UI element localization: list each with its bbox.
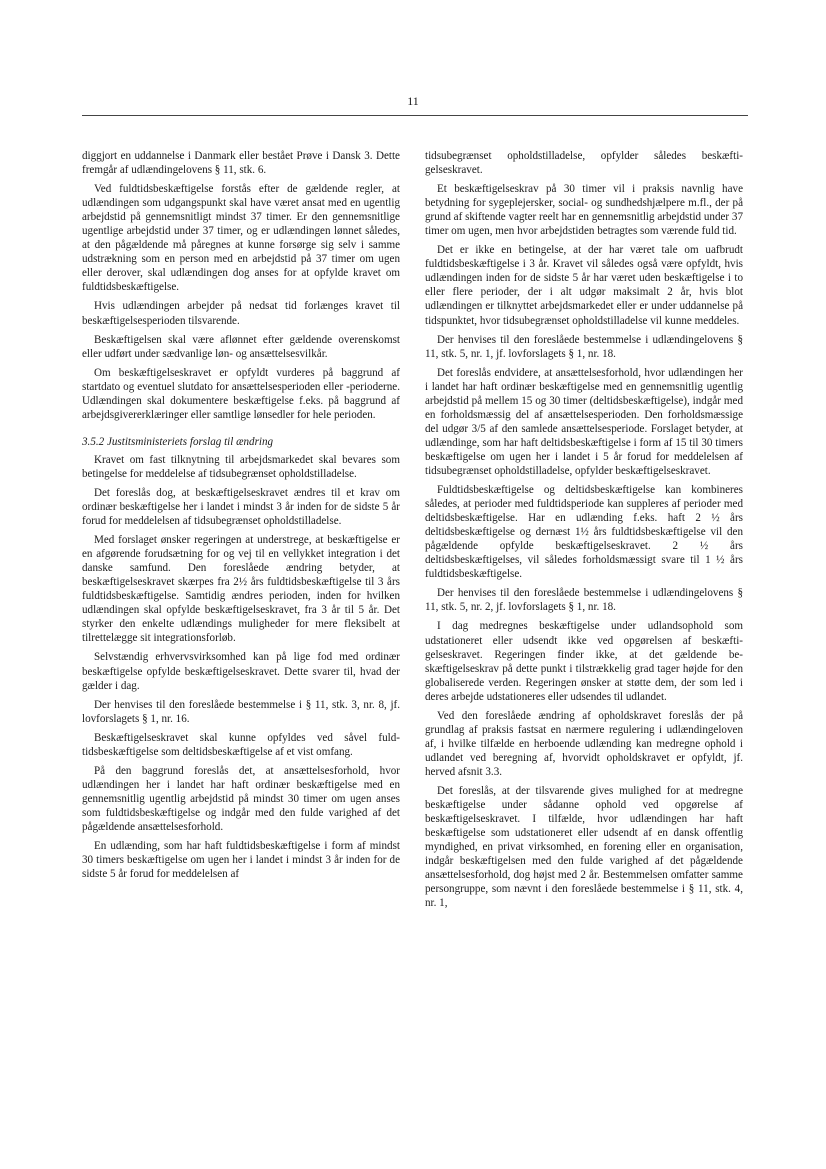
paragraph: Et beskæftigelseskrav på 30 timer vil i praksis navnlig have betydning for sygeplejersker, social- og sundhedshjælpere m.fl., der på grund af skiftende vagter reelt har en gennemsnitlig arbejdstid under 37 timer om ugen, men hvor arbejdstiden betragtes som værende fuld tid. bbox=[425, 183, 743, 238]
paragraph: Hvis udlændingen arbejder på nedsat tid forlænges kravet til beskæftigelsesperioden tilsvarende. bbox=[82, 300, 400, 327]
paragraph: Det foreslås endvidere, at ansættelsesforhold, hvor udlændingen her i landet har haft ordinær beskæftigelse med en gennemsnitlig ugentlig arbejdstid på mellem 15 og 30 timer (deltidsbeskæftigelse), indgår med en forholdsmæssig del af ansættelsesperioden. Den forholdsmæssige del udgør 3/5 af den samlede ansættelsesperiode. Forslaget betyder, at udlændinge, som har haft deltidsbeskæftigelse i form af 15 til 30 timers beskæftigelse om ugen her i landet i 5 år forud for meddelelsen af tidsubegrænset opholdstilladelse, opfylder beskæftigelseskravet. bbox=[425, 366, 743, 477]
right-column bbox=[425, 149, 743, 915]
paragraph: Der henvises til den foreslåede bestemmelse i udlændingelovens § 11, stk. 5, nr. 1, jf. lovforslagets § 1, nr. 18. bbox=[425, 333, 743, 360]
paragraph: I dag medregnes beskæftigelse under udlandsophold som udstationeret eller udsendt ikke ved opgørelsen af beskæftigelseskravet. Regeringen finder ikke, at det gældende beskæftigelseskrav på dette punkt i tilstrækkelig grad tager højde for den globaliserede verden. Regeringen ønsker at støtte dem, der som led i deres arbejde udstationeres eller udsendes til udlandet. bbox=[425, 620, 743, 703]
page-number: 11 bbox=[407, 94, 419, 108]
paragraph: Det er ikke en betingelse, at der har været tale om uafbrudt fuldtidsbeskæftigelse i 3 år. Kravet vil således også være opfyldt, hvis udlændingen inden for de sidste 5 år har været uden beskæftigelse i to eller flere perioder, der i alt udgør maksimalt 2 år, hvis blot udlændingen er tilknyttet arbejdsmarkedet eller er under uddannelse på tidspunktet, hvor tidsubegrænset opholdstilladelse vil kunne meddeles. bbox=[425, 244, 743, 327]
paragraph: Selvstændig erhvervsvirksomhed kan på lige fod med ordinær beskæftigelse opfylde beskæftigelseskravet. Dette svarer til, hvad der gælder i dag. bbox=[82, 651, 400, 692]
paragraph: Der henvises til den foreslåede bestemmelse i § 11, stk. 3, nr. 8, jf. lovforslagets § 1, nr. 16. bbox=[82, 698, 400, 725]
paragraph: Fuldtidsbeskæftigelse og deltidsbeskæftigelse kan kombineres således, at perioder med fuldtidsperiode kan suppleres af perioder med deltidsbeskæftigelse. Har en udlænding f.eks. haft 2 ½ års deltidsbeskæftigelse og dernæst 1½ års fuldtidsbeskæftigelse vil den pågældende opfylde beskæftigelseskravet. 2 ½ års deltidsbeskæftigelses, vil således forholdsmæssigt svare til 1 ½ års fuldtidsbeskæftigelse. bbox=[425, 484, 743, 581]
paragraph: Det foreslås, at der tilsvarende gives mulighed for at medregne beskæftigelse under sådanne ophold ved opgørelse af beskæftigelseskravet. I tilfælde, hvor udlændingen har haft beskæftigelse som udstationeret eller udsendt af en dansk offentlig myndighed, en privat virksomhed, en forening eller en organisation, indgår beskæftigelsen med den fulde varighed af det pågældende ansættelsesforhold, dog højst med 2 år. Bestemmelsen omfatter samme persongruppe, som nævnt i den foreslåede bestemmelse i § 11, stk. 4, nr. 1, bbox=[425, 784, 743, 910]
section-heading: 3.5.2 Justitsministeriets forslag til ændring bbox=[82, 435, 274, 448]
paragraph: Beskæftigelsen skal være aflønnet efter gældende overenskomst eller udført under sædvanlige løn- og ansættelsesvilkår. bbox=[82, 333, 400, 360]
paragraph: På den baggrund foreslås det, at ansættelsesforhold, hvor udlændingen her i landet har haft ordinær beskæftigelse med en gennemsnitlig ugentlig arbejdstid på mindst 30 timer om ugen anses som fuldtidsbeskæftigelse og indgår med den fulde varighed af det pågældende ansættelsesforhold. bbox=[82, 764, 400, 833]
paragraph: Beskæftigelseskravet skal kunne opfyldes ved såvel fuldtidsbeskæftigelse som deltidsbeskæftigelse af et vist omfang. bbox=[82, 731, 400, 758]
paragraph: Om beskæftigelseskravet er opfyldt vurderes på baggrund af startdato og eventuel slutdato for ansættelsesperioden eller -perioderne. Udlændingen skal dokumentere beskæftigelse f.eks. på baggrund af arbejdsgivererklæringer eller samtlige lønsedler for hele perioden. bbox=[82, 366, 400, 421]
paragraph: diggjort en uddannelse i Danmark eller bestået Prøve i Dansk 3. Dette fremgår af udlændingelovens § 11, stk. 6. bbox=[82, 150, 400, 177]
paragraph: Ved fuldtidsbeskæftigelse forstås efter de gældende regler, at udlændingen som udgangspunkt skal have været ansat med en ugentlig arbejdstid på gennemsnitligt mindst 37 timer. Er den gennemsnitlige ugentlige arbejdstid under 37 timer, og er udlændingen lønnet således, at den pågældende må påregnes at kunne forsørge sig selv i samme udstrækning som en person med en arbejdstid på 37 timer om ugen eller derover, skal udlændingen dog anses for at opfylde kravet om fuldtidsbeskæftigelse. bbox=[82, 183, 400, 294]
paragraph: Med forslaget ønsker regeringen at understrege, at beskæftigelse er en afgørende forudsætning for og vej til en vellykket integration i det danske samfund. Den foreslåede ændring betyder, at beskæftigelseskravet skærpes fra 2½ års fuldtidsbeskæftigelse til 3 års fuldtidsbeskæftigelse. Samtidig ændres perioden, inden for hvilken udlændingen skal opfylde beskæftigelseskravet, fra 3 år til 5 år. Det styrker den enkelte udlændings muligheder for mere fleksibelt at tilrettelægge sit integrationsforløb. bbox=[82, 534, 400, 645]
paragraph: Ved den foreslåede ændring af opholdskravet foreslås der på grundlag af praksis fastsat en nærmere regulering i udlændingeloven af, i hvilke tilfælde en herboende udlænding kan medregne ophold i udlandet ved beregning af, hvorvidt opholdskravet er opfyldt, jf. herved afsnit 3.3. bbox=[425, 709, 743, 778]
left-column bbox=[82, 149, 400, 886]
header-rule bbox=[82, 115, 748, 116]
paragraph: Det foreslås dog, at beskæftigelseskravet ændres til et krav om ordinær beskæftigelse her i landet i mindst 3 år inden for de sidste 5 år forud for meddelelsen af tidsubegrænset opholdstilladelse. bbox=[82, 486, 400, 528]
paragraph: Kravet om fast tilknytning til arbejdsmarkedet skal bevares som betingelse for meddelelse af tidsubegrænset opholdstilladelse. bbox=[82, 453, 400, 480]
paragraph: tidsubegrænset opholdstilladelse, opfylder således beskæftigelseskravet. bbox=[425, 150, 743, 177]
paragraph: Der henvises til den foreslåede bestemmelse i udlændingelovens § 11, stk. 5, nr. 2, jf. lovforslagets § 1, nr. 18. bbox=[425, 587, 743, 614]
paragraph: En udlænding, som har haft fuldtidsbeskæftigelse i form af mindst 30 timers beskæftigelse om ugen her i landet i mindst 3 år inden for de sidste 5 år forud for meddelelsen af bbox=[82, 840, 400, 881]
